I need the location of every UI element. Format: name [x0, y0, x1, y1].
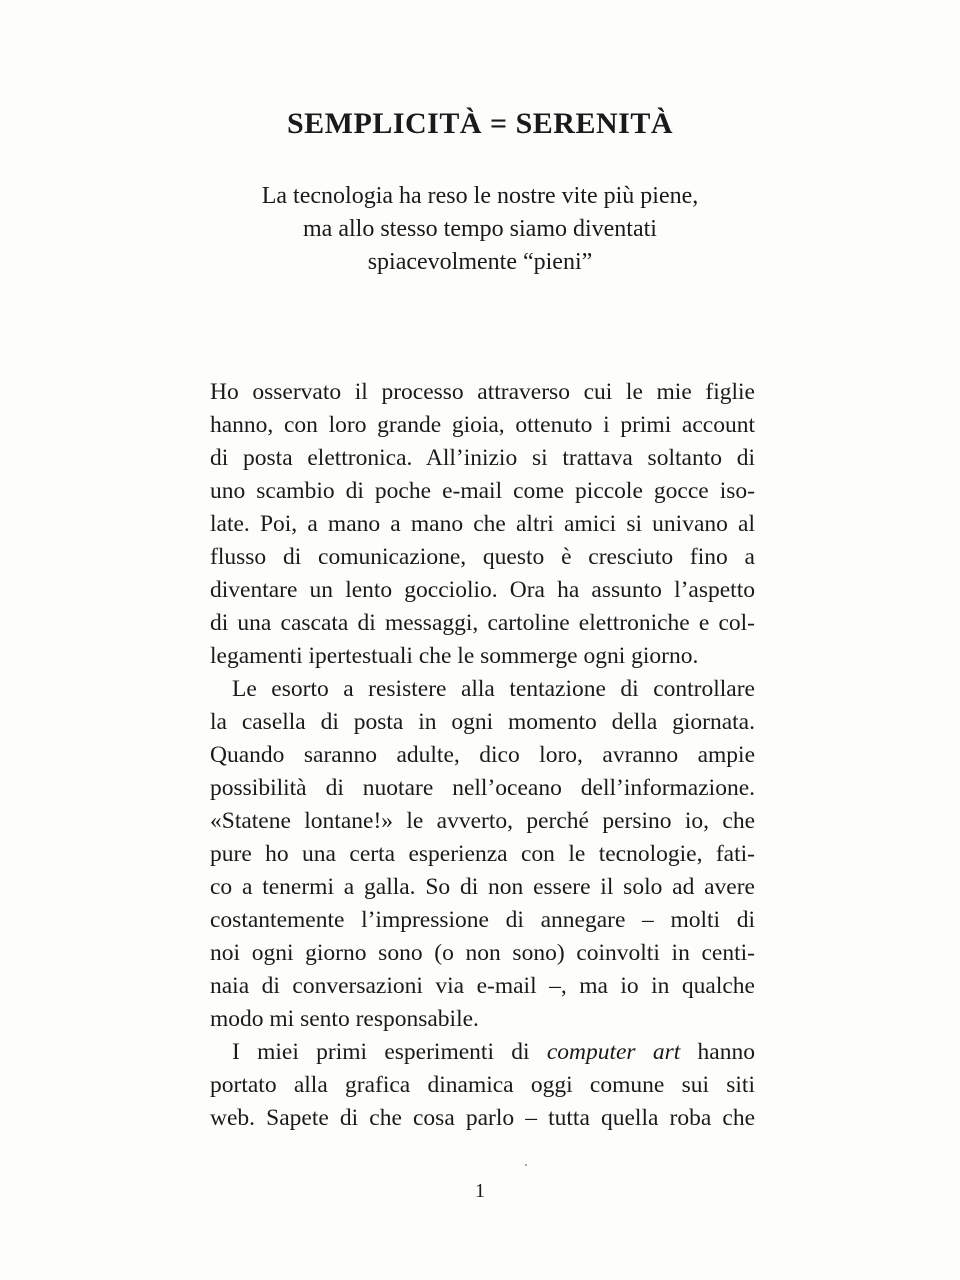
text-run: hanno	[680, 1039, 755, 1065]
body-line: di posta elettronica. All’inizio si trattava soltanto di	[210, 445, 755, 471]
body-line: co a tenermi a galla. So di non essere il solo ad avere	[210, 874, 755, 900]
body-line: Ho osservato il processo attraverso cui le mie figlie	[210, 379, 755, 405]
body-line: portato alla grafica dinamica oggi comune sui siti	[210, 1072, 755, 1098]
body-line: pure ho una certa esperienza con le tecnologie, fati-	[210, 841, 755, 867]
body-line: la casella di posta in ogni momento della giornata.	[210, 709, 755, 735]
body-line: Quando saranno adulte, dico loro, avranno ampie	[210, 742, 755, 768]
epigraph-line: ma allo stesso tempo siamo diventati	[303, 216, 657, 242]
body-line: diventare un lento gocciolio. Ora ha assunto l’aspetto	[210, 577, 755, 603]
body-line: legamenti ipertestuali che le sommerge ogni giorno.	[210, 643, 699, 669]
epigraph-line: spiacevolmente “pieni”	[367, 249, 593, 275]
body-line: Le esorto a resistere alla tentazione di controllare	[232, 676, 755, 702]
body-text	[210, 376, 755, 1135]
body-line: noi ogni giorno sono (o non sono) coinvolti in centi-	[210, 940, 755, 966]
body-line: «Statene lontane!» le avverto, perché persino io, che	[210, 808, 755, 834]
body-line: costantemente l’impressione di annegare – molti di	[210, 907, 755, 933]
body-line: di una cascata di messaggi, cartoline elettroniche e col-	[210, 610, 755, 636]
body-line: naia di conversazioni via e-mail –, ma io in qualche	[210, 973, 755, 999]
body-line: hanno, con loro grande gioia, ottenuto i primi account	[210, 412, 755, 438]
body-line: modo mi sento responsabile.	[210, 1006, 479, 1032]
text-run: I miei primi esperimenti di	[232, 1039, 547, 1065]
page-number: 1	[475, 1180, 485, 1202]
print-speck	[525, 1164, 527, 1166]
body-line: uno scambio di poche e-mail come piccole gocce iso-	[210, 478, 755, 504]
body-line: late. Poi, a mano a mano che altri amici si univano al	[210, 511, 755, 537]
body-line: possibilità di nuotare nell’oceano dell’informazione.	[210, 775, 755, 801]
epigraph	[180, 180, 780, 279]
body-line	[210, 1036, 755, 1069]
epigraph-line: La tecnologia ha reso le nostre vite più piene,	[261, 183, 699, 209]
body-line: web. Sapete di che cosa parlo – tutta quella roba che	[210, 1105, 755, 1131]
italic-term: computer art	[546, 1039, 681, 1065]
page-title: SEMPLICITÀ = SERENITÀ	[286, 107, 673, 140]
body-line: flusso di comunicazione, questo è cresciuto fino a	[210, 544, 755, 570]
